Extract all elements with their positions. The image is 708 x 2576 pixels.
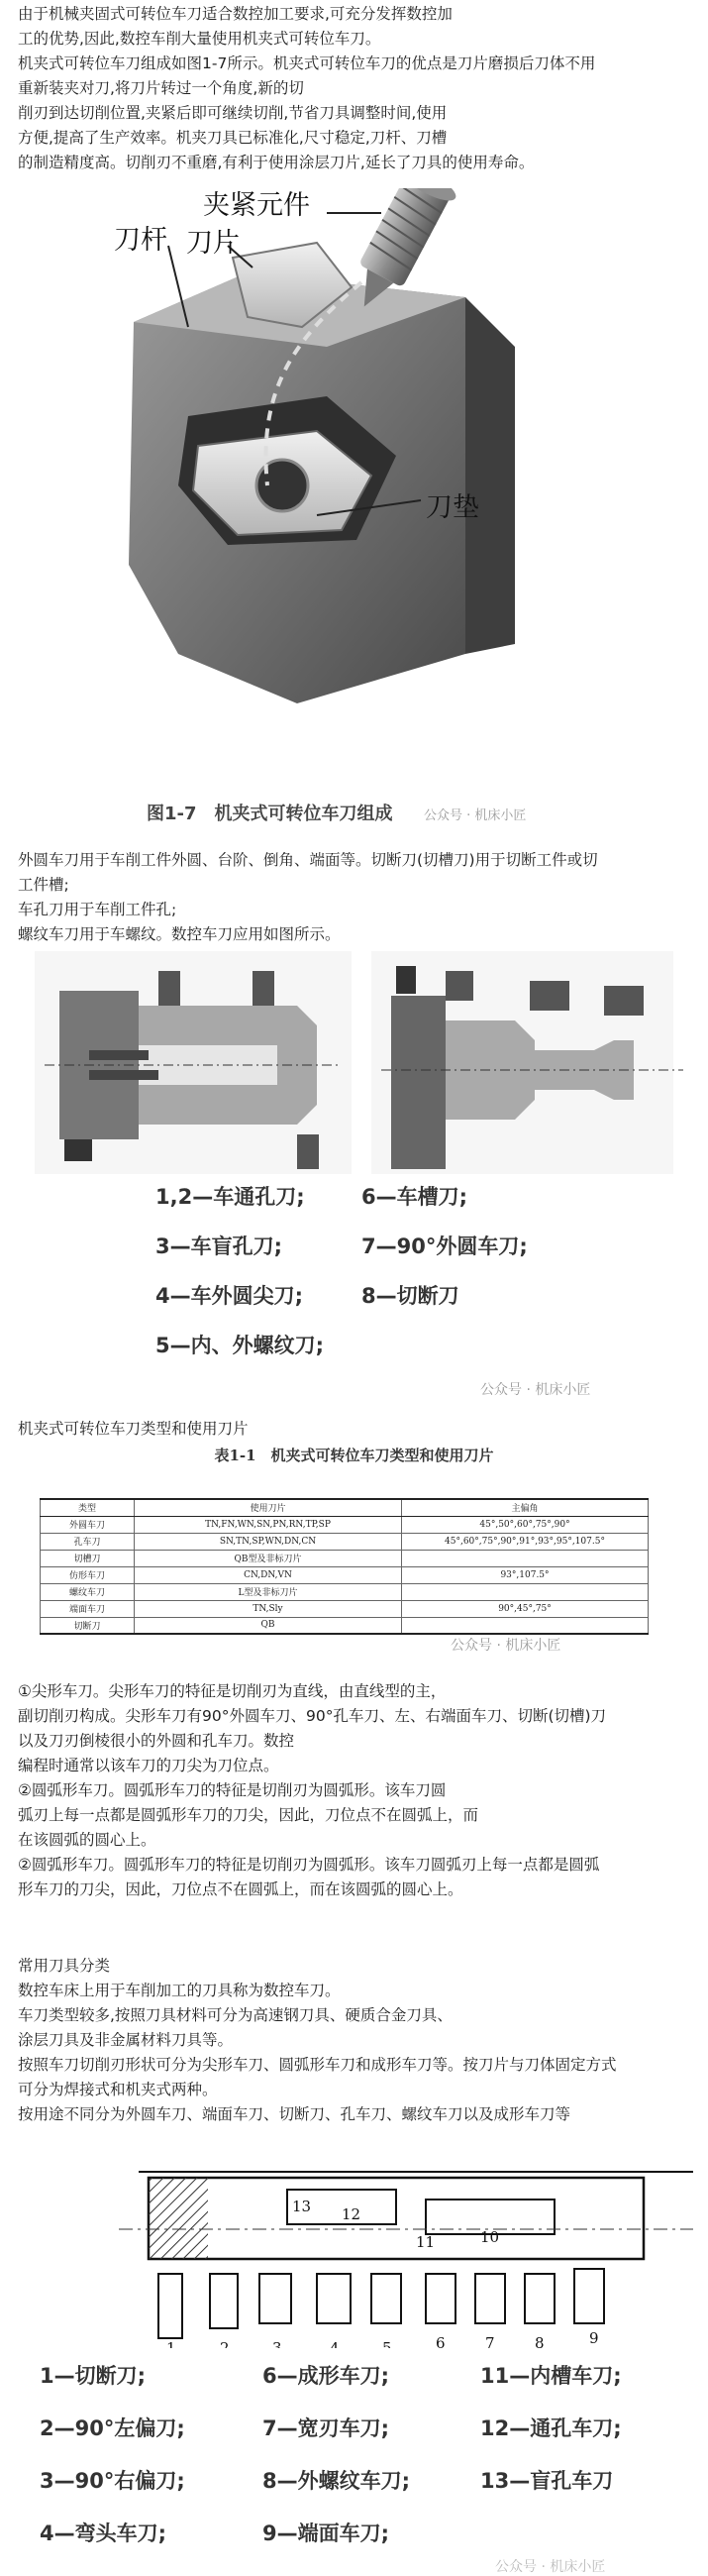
paragraph-line: ②圆弧形车刀。圆弧形车刀的特征是切削刃为圆弧形。该车刀圆弧刃上每一点都是圆弧 bbox=[18, 1856, 600, 1874]
table-cell: QB bbox=[135, 1617, 402, 1634]
legend-item: 3—车盲孔刀; bbox=[155, 1234, 283, 1258]
svg-text:12: 12 bbox=[342, 2205, 361, 2223]
tool-8-right bbox=[396, 966, 416, 994]
svg-text:7: 7 bbox=[485, 2334, 495, 2348]
table-cell bbox=[402, 1617, 649, 1634]
paragraph-line: 可分为焊接式和机夹式两种。 bbox=[18, 2081, 218, 2098]
legend-item: 4—车外圆尖刀; bbox=[155, 1284, 304, 1308]
table-row bbox=[41, 1516, 649, 1533]
intro-paragraph bbox=[18, 2, 693, 175]
table-cell: CN,DN,VN bbox=[135, 1566, 402, 1583]
svg-text:9: 9 bbox=[589, 2329, 599, 2347]
legend-item: 7—宽刃车刀; bbox=[262, 2416, 390, 2440]
tool-1 bbox=[89, 1050, 149, 1060]
legend-item: 8—切断刀 bbox=[361, 1284, 459, 1308]
table-cell: 切槽刀 bbox=[41, 1550, 135, 1566]
bottom-tools bbox=[158, 2269, 604, 2338]
intro-line: 重新装夹对刀,将刀片转过一个角度,新的切 bbox=[18, 79, 304, 97]
tool-4 bbox=[158, 971, 180, 1006]
paragraph-line: 涂层刀具及非金属材料刀具等。 bbox=[18, 2031, 234, 2049]
label-pad: 刀垫 bbox=[426, 492, 479, 523]
tool-8 bbox=[297, 1134, 319, 1169]
paragraph-line: 车孔刀用于车削工件孔; bbox=[18, 901, 177, 918]
paragraph-line: ②圆弧形车刀。圆弧形车刀的特征是切削刃为圆弧形。该车刀圆 bbox=[18, 1781, 447, 1799]
table-row bbox=[41, 1583, 649, 1600]
paragraph-line: 按用途不同分为外圆车刀、端面车刀、切断刀、孔车刀、螺纹车刀以及成形车刀等 bbox=[18, 2105, 571, 2123]
table-cell bbox=[402, 1583, 649, 1600]
legend-item: 3—90°右偏刀; bbox=[40, 2469, 185, 2493]
legend-item: 7—90°外圆车刀; bbox=[361, 1234, 528, 1258]
svg-text:13: 13 bbox=[292, 2198, 312, 2215]
svg-text:11: 11 bbox=[416, 2233, 436, 2251]
paragraph-line: 工件槽; bbox=[18, 876, 69, 894]
table-cell: 孔车刀 bbox=[41, 1533, 135, 1550]
table-header: 主偏角 bbox=[402, 1499, 649, 1516]
table-cell: QB型及非标刀片 bbox=[135, 1550, 402, 1566]
paragraph-line: 按照车刀切削刃形状可分为尖形车刀、圆弧形车刀和成形车刀等。按刀片与刀体固定方式 bbox=[18, 2056, 617, 2074]
tool-5 bbox=[64, 1139, 92, 1161]
table-cell: 93°,107.5° bbox=[402, 1566, 649, 1583]
legend-item: 1,2—车通孔刀; bbox=[155, 1185, 305, 1209]
table-cell: 切断刀 bbox=[41, 1617, 135, 1634]
paragraph-line: 副切削刃构成。尖形车刀有90°外圆车刀、90°孔车刀、左、右端面车刀、切断(切槽)刀 bbox=[18, 1707, 607, 1725]
table-header-row bbox=[41, 1499, 649, 1516]
table-cell: 45°,60°,75°,90°,91°,93°,95°,107.5° bbox=[402, 1533, 649, 1550]
table-row bbox=[41, 1617, 649, 1634]
legend-item: 5—内、外螺纹刀; bbox=[155, 1334, 325, 1357]
paragraph-line: 在该圆弧的圆心上。 bbox=[18, 1831, 156, 1849]
tool-classification-paragraph bbox=[18, 1954, 693, 2127]
figure-tool-types bbox=[0, 2150, 708, 2575]
table-header: 类型 bbox=[41, 1499, 135, 1516]
table-header: 使用刀片 bbox=[135, 1499, 402, 1516]
turning-tools-paragraph bbox=[18, 848, 693, 947]
legend-item: 2—90°左偏刀; bbox=[40, 2416, 185, 2440]
svg-text:1: 1 bbox=[166, 2339, 176, 2348]
svg-text:5: 5 bbox=[382, 2339, 392, 2348]
paragraph-line: 编程时通常以该车刀的刀尖为刀位点。 bbox=[18, 1757, 279, 1774]
tool-application-illustration bbox=[0, 951, 708, 1174]
watermark: 公众号 · 机床小匠 bbox=[480, 1382, 591, 1398]
table-cell: 外圆车刀 bbox=[41, 1516, 135, 1533]
paragraph-line: 数控车床上用于车削加工的刀具称为数控车刀。 bbox=[18, 1982, 341, 1999]
paragraph-line: ①尖形车刀。尖形车刀的特征是切削刃为直线，由直线型的主， bbox=[18, 1682, 447, 1700]
table-row bbox=[41, 1600, 649, 1617]
intro-line: 方便,提高了生产效率。机夹刀具已标准化,尺寸稳定,刀杆、刀槽 bbox=[18, 129, 448, 147]
watermark: 公众号 · 机床小匠 bbox=[424, 808, 527, 823]
right-chuck bbox=[391, 996, 446, 1169]
tool-4-right bbox=[530, 981, 569, 1011]
intro-line: 工的优势,因此,数控车削大量使用机夹式可转位车刀。 bbox=[18, 30, 381, 48]
tool-2 bbox=[89, 1070, 158, 1080]
svg-text:8: 8 bbox=[535, 2334, 545, 2348]
workpiece-hatch bbox=[149, 2178, 208, 2259]
watermark: 公众号 · 机床小匠 bbox=[495, 2559, 606, 2575]
tool-shape-paragraph bbox=[18, 1679, 693, 1902]
paragraph-line: 以及刀刃倒棱很小的外圆和孔车刀。数控 bbox=[18, 1732, 295, 1750]
figure-caption: 图1-7 机夹式可转位车刀组成 bbox=[147, 804, 393, 824]
table-title: 表1-1 机夹式可转位车刀类型和使用刀片 bbox=[214, 1447, 494, 1464]
paragraph-line: 弧刃上每一点都是圆弧形车刀的刀尖，因此，刀位点不在圆弧上，而 bbox=[18, 1806, 479, 1824]
table-cell: TN,Sly bbox=[135, 1600, 402, 1617]
paragraph-line: 形车刀的刀尖，因此，刀位点不在圆弧上，而在该圆弧的圆心上。 bbox=[18, 1880, 463, 1898]
intro-line: 机夹式可转位车刀组成如图1-7所示。机夹式可转位车刀的优点是刀片磨损后刀体不用 bbox=[18, 54, 596, 72]
legend-item: 6—车槽刀; bbox=[361, 1185, 468, 1209]
table-intro: 机夹式可转位车刀类型和使用刀片 bbox=[18, 1420, 249, 1438]
intro-line: 由于机械夹固式可转位车刀适合数控加工要求,可充分发挥数控加 bbox=[18, 5, 453, 23]
table-row bbox=[41, 1550, 649, 1566]
label-holder: 刀杆 bbox=[114, 225, 167, 256]
legend-item: 6—成形车刀; bbox=[262, 2364, 390, 2388]
tool-types-illustration bbox=[0, 2150, 708, 2348]
table-cell: TN,FN,WN,SN,PN,RN,TP,SP bbox=[135, 1516, 402, 1533]
svg-text:10: 10 bbox=[480, 2228, 500, 2246]
table-cell: 螺纹车刀 bbox=[41, 1583, 135, 1600]
tool-6-right bbox=[446, 971, 473, 1001]
table-cell: 90°,45°,75° bbox=[402, 1600, 649, 1617]
table-row bbox=[41, 1533, 649, 1550]
table-row bbox=[41, 1566, 649, 1583]
svg-text:3: 3 bbox=[272, 2339, 282, 2348]
table-cell: 仿形车刀 bbox=[41, 1566, 135, 1583]
label-insert: 刀片 bbox=[186, 228, 240, 259]
legend-item: 4—弯头车刀; bbox=[40, 2522, 167, 2545]
paragraph-line: 外圆车刀用于车削工件外圆、台阶、倒角、端面等。切断刀(切槽刀)用于切断工件或切 bbox=[18, 851, 598, 869]
holder-side-face bbox=[465, 297, 515, 654]
table-cell: 端面车刀 bbox=[41, 1600, 135, 1617]
intro-line: 的制造精度高。切削刃不重磨,有利于使用涂层刀片,延长了刀具的使用寿命。 bbox=[18, 154, 535, 171]
watermark: 公众号 · 机床小匠 bbox=[451, 1638, 561, 1654]
legend-item: 8—外螺纹车刀; bbox=[262, 2469, 411, 2493]
paragraph-line: 螺纹车刀用于车螺纹。数控车刀应用如图所示。 bbox=[18, 925, 341, 943]
table-cell bbox=[402, 1550, 649, 1566]
legend-item: 11—内槽车刀; bbox=[480, 2364, 622, 2388]
tool-4b-right bbox=[604, 986, 644, 1016]
table-cell: SN,TN,SP,WN,DN,CN bbox=[135, 1533, 402, 1550]
table-cell: 45°,50°,60°,75°,90° bbox=[402, 1516, 649, 1533]
svg-text:4: 4 bbox=[330, 2339, 340, 2348]
legend-item: 13—盲孔车刀 bbox=[480, 2469, 614, 2493]
intro-line: 削刃到达切削位置,夹紧后即可继续切削,节省刀具调整时间,使用 bbox=[18, 104, 448, 122]
table-cell: L型及非标刀片 bbox=[135, 1583, 402, 1600]
legend-item: 1—切断刀; bbox=[40, 2364, 147, 2388]
label-clamp: 夹紧元件 bbox=[203, 190, 310, 221]
svg-text:6: 6 bbox=[436, 2334, 446, 2348]
figure-tool-application bbox=[0, 951, 708, 1407]
tool-types-table bbox=[40, 1498, 649, 1635]
figure-tool-composition bbox=[0, 188, 708, 842]
tool-composition-illustration bbox=[0, 188, 708, 842]
tool-6 bbox=[253, 971, 274, 1006]
svg-text:2: 2 bbox=[220, 2339, 230, 2348]
legend-item: 9—端面车刀; bbox=[262, 2522, 390, 2545]
paragraph-line: 常用刀具分类 bbox=[18, 1957, 111, 1975]
legend-item: 12—通孔车刀; bbox=[480, 2416, 622, 2440]
paragraph-line: 车刀类型较多,按照刀具材料可分为高速钢刀具、硬质合金刀具、 bbox=[18, 2006, 453, 2024]
